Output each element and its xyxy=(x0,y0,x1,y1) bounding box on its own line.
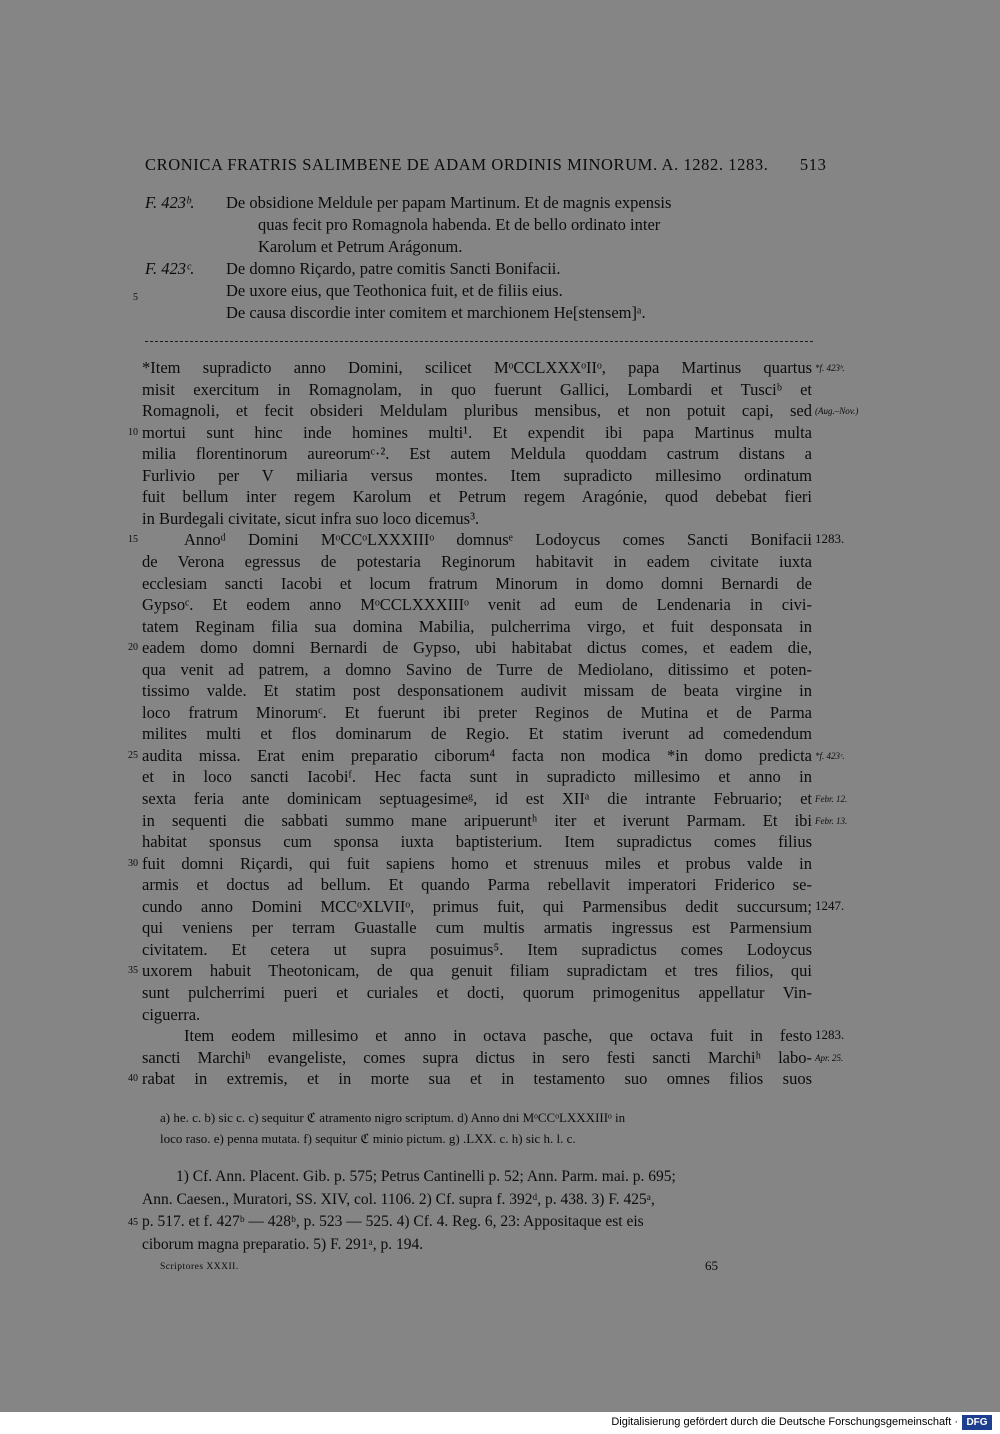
body-line: habitat sponsus cum sponsa iuxta baptisterium. Item supradictus comes filius xyxy=(142,832,812,852)
margin-note: 1283. xyxy=(815,1027,845,1043)
heading-line: Karolum et Petrum Arágonum. xyxy=(258,237,463,256)
body-line: loco fratrum Minorumᶜ. Et fuerunt ibi preter Reginos de Mutina et de Parma xyxy=(142,702,812,722)
running-head-title: CRONICA FRATRIS SALIMBENE DE ADAM ORDINIS MINORUM. A. 1282. 1283. xyxy=(145,155,769,174)
body-line: sancti Marchiʰ evangeliste, comes supra dictus in sero festi sancti Marchiʰ labo- xyxy=(142,1047,812,1067)
heading-line: De domno Riçardo, patre comitis Sancti Bonifacii. xyxy=(226,259,561,278)
body-line: qua venit ad patrem, a domno Savino de Turre de Mediolano, ditissimo et poten- xyxy=(142,659,812,679)
line-number: 30 xyxy=(128,857,138,869)
body-line: rabat in extremis, et in morte sua et in testamento suo omnes filios suos xyxy=(142,1069,812,1089)
line-number: 40 xyxy=(128,1073,138,1085)
body-line: Annoᵈ Domini MᵒCCᵒLXXXIIIᵒ domnusᵉ Lodoycus comes Sancti Bonifacii xyxy=(184,530,812,550)
body-line: milites multi et flos dominarum de Regio. Et statim iverunt ad comedendum xyxy=(142,724,812,744)
running-head xyxy=(145,155,826,175)
heading-line: De uxore eius, que Teothonica fuit, et de filiis eius. xyxy=(226,281,563,300)
body-line: in Burdegali civitate, sicut infra suo loco dicemus³. xyxy=(142,508,480,528)
line-number: 45 xyxy=(128,1217,138,1228)
body-line: ecclesiam sancti Iacobi et locum fratrum Minorum in domo domni Bernardi de xyxy=(142,573,812,593)
heading-folio: F. 423ᵇ. xyxy=(145,193,195,212)
footnote-line: Ann. Caesen., Muratori, SS. XIV, col. 1106. 2) Cf. supra f. 392ᵈ, p. 438. 3) F. 425ᵃ, xyxy=(142,1190,655,1208)
body-line: tissimo valde. Et statim post desponsationem audivit missam de beata virgine in xyxy=(142,681,812,701)
body-line: cundo anno Domini MCCᵒXLVIIᵒ, primus fuit, qui Parmensibus dedit succursum; xyxy=(142,896,812,916)
body-line: qui veniens per terram Guastalle cum multis armatis ingressus est Parmensium xyxy=(142,918,812,938)
margin-note: 1283. xyxy=(815,531,845,547)
body-line: mortui sunt hinc inde homines multi¹. Et expendit ibi papa Martinus multa xyxy=(142,422,812,442)
body-line: misit exercitum in Romagnolam, in quo fuerunt Gallici, Lombardi et Tusciᵇ et xyxy=(142,379,812,399)
body-line: sunt pulcherrimi pueri et curiales et docti, quorum primogenitus appellatur Vin- xyxy=(142,982,812,1002)
body-line: ciguerra. xyxy=(142,1004,201,1024)
footer-credit: Digitalisierung gefördert durch die Deutsche Forschungsgemeinschaft · xyxy=(611,1416,958,1428)
heading-line: quas fecit pro Romagnola habenda. Et de bello ordinato inter xyxy=(258,215,661,234)
margin-note: *f. 423ᶜ. xyxy=(815,750,845,761)
line-number: 15 xyxy=(128,534,138,546)
footnote-line: 1) Cf. Ann. Placent. Gib. p. 575; Petrus Cantinelli p. 52; Ann. Parm. mai. p. 695; xyxy=(176,1168,676,1185)
body-line: fuit bellum inter regem Karolum et Petrum regem Aragónie, quod debebat fieri xyxy=(142,487,812,507)
footer-bar xyxy=(0,1412,1000,1434)
signature-mark: Scriptores XXXII. xyxy=(160,1262,239,1272)
body-line: milia florentinorum aureorumᶜ·². Est autem Meldula quoddam castrum distans a xyxy=(142,444,812,464)
line-number: 35 xyxy=(128,965,138,977)
apparatus-line: a) he. c. b) sic c. c) sequitur ℭ atramento nigro scriptum. d) Anno dni MᵒCCᵒLXXXIIIᵒ in xyxy=(160,1110,626,1125)
line-number: 25 xyxy=(128,749,138,761)
body-line: Item eodem millesimo et anno in octava pasche, que octava fuit in festo xyxy=(184,1026,812,1046)
margin-note: Apr. 25. xyxy=(815,1052,844,1063)
footnote-line: p. 517. et f. 427ᵇ — 428ᵇ, p. 523 — 525. 4) Cf. 4. Reg. 6, 23: Appositaque est eis xyxy=(142,1213,644,1230)
body-line: Gypsoᶜ. Et eodem anno MᵒCCLXXXIIIᵒ venit ad eum de Lendenaria in civi- xyxy=(142,595,812,615)
body-line: tatem Reginam filia sua domina Mabilia, pulcherrima virgo, et fuit desponsata in xyxy=(142,616,812,636)
body-line: armis et doctus ad bellum. Et quando Parma rebellavit imperatori Friderico se- xyxy=(142,875,812,895)
margin-note: Febr. 12. xyxy=(815,794,848,804)
body-line: et in loco sancti Iacobiᶠ. Hec facta sunt in supradicto millesimo et anno in xyxy=(142,767,812,787)
body-line: in sequenti die sabbati summo mane aripueruntʰ iter et iverunt Parmam. Et ibi xyxy=(142,810,812,830)
line-number: 5 xyxy=(133,292,138,303)
body-line: uxorem habuit Theotonicam, de qua genuit filiam supradictam et tres filios, qui xyxy=(142,961,812,981)
margin-note: *f. 423ᵇ. xyxy=(815,363,845,373)
body-line: Furlivio per V miliaria versus montes. Item supradicto millesimo ordinatum xyxy=(142,465,812,485)
body-line: eadem domo domni Bernardi de Gypso, ubi habitabat dictus comes, et eadem die, xyxy=(142,638,812,658)
margin-note: Febr. 13. xyxy=(815,815,848,826)
body-line: Romagnoli, et fecit obsideri Meldulam pluribus mensibus, et non potuit capi, sed xyxy=(142,401,812,421)
page-number: 513 xyxy=(799,155,827,174)
margin-note: 1247. xyxy=(815,897,845,913)
apparatus-line: loco raso. e) penna mutata. f) sequitur ℭ minio pictum. g) .LXX. c. h) sic h. l. c. xyxy=(160,1131,576,1146)
body-line: sexta feria ante dominicam septuagesimeᵍ, id est XIIᵃ die intrante Februario; et xyxy=(142,789,812,808)
line-number: 20 xyxy=(128,642,138,654)
sheet-number: 65 xyxy=(705,1258,718,1273)
dfg-logo: DFG xyxy=(962,1415,992,1430)
body-line: *Item supradicto anno Domini, scilicet MᵒCCLXXXᵒIIᵒ, papa Martinus quartus xyxy=(142,358,812,377)
margin-note: (Aug.–Nov.) xyxy=(815,406,859,417)
body-line: civitatem. Et cetera ut supra posuimus⁵. Item supradictus comes Lodoycus xyxy=(142,939,812,959)
footnote-line: ciborum magna preparatio. 5) F. 291ᵃ, p. 194. xyxy=(142,1235,424,1253)
body-line: fuit domni Riçardi, qui fuit sapiens homo et strenuus miles et probus valde in xyxy=(142,853,812,873)
line-number: 10 xyxy=(128,426,138,438)
heading-line: De causa discordie inter comitem et marchionem He[stensem]ᵃ. xyxy=(226,303,646,322)
body-line: audita missa. Erat enim preparatio ciborum⁴ facta non modica *in domo predicta xyxy=(142,745,812,765)
heading-line: De obsidione Meldule per papam Martinum. Et de magnis expensis xyxy=(226,193,672,212)
divider-rule xyxy=(145,341,813,342)
heading-folio: F. 423ᶜ. xyxy=(145,259,195,278)
body-line: de Verona egressus de potestaria Reginorum habitavit in eadem civitate iuxta xyxy=(142,551,812,571)
